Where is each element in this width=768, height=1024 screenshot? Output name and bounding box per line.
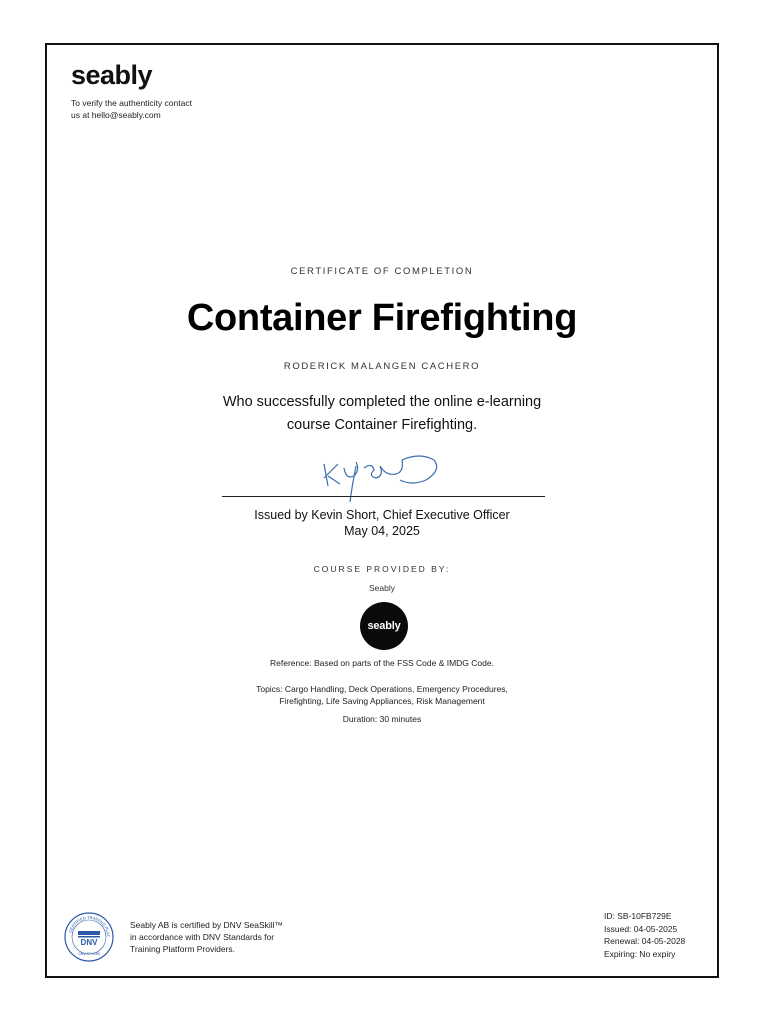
course-title: Container Firefighting (186, 297, 578, 339)
verify-notice (71, 97, 231, 121)
signature-line (222, 496, 545, 497)
description-line-1: Who successfully completed the online e-learning (222, 394, 542, 410)
dnv-ring-text: CERTIFIED TRAINING PLAT (67, 914, 112, 938)
course-duration: Duration: 30 minutes (342, 714, 422, 724)
certificate-expiry: Expiring: No expiry (604, 948, 676, 959)
certification-statement (130, 919, 283, 955)
recipient-name: RODERICK MALANGEN CACHERO (283, 361, 481, 372)
certificate-renewal: Renewal: 04-05-2028 (604, 936, 686, 946)
topics-line-2: Firefighting, Life Saving Appliances, Risk Management (279, 696, 485, 706)
provider-heading: COURSE PROVIDED BY: (313, 564, 451, 574)
certificate-metadata (604, 910, 685, 960)
topics-line-1: Topics: Cargo Handling, Deck Operations, Emergency Procedures, (256, 684, 508, 694)
provider-name: Seably (369, 583, 395, 593)
cert-line-3: Training Platform Providers. (130, 944, 236, 954)
issued-date: May 04, 2025 (344, 524, 420, 538)
course-topics (45, 683, 719, 707)
issuer-block (45, 507, 719, 539)
certificate-kicker: CERTIFICATE OF COMPLETION (290, 266, 474, 277)
description-line-2: course Container Firefighting. (286, 417, 478, 433)
verify-line-1: To verify the authenticity contact (71, 98, 192, 108)
verify-line-2: us at hello@seably.com (71, 110, 161, 120)
seably-logo: seably (71, 60, 153, 90)
dnv-certification-seal-icon (63, 911, 115, 963)
certificate-issued: Issued: 04-05-2025 (604, 923, 678, 934)
signature-image (316, 446, 446, 506)
course-reference: Reference: Based on parts of the FSS Code & IMDG Code. (270, 658, 494, 668)
cert-line-2: in accordance with DNV Standards for (130, 932, 275, 942)
certificate-id: ID: SB-10FB729E (604, 911, 672, 921)
issued-by: Issued by Kevin Short, Chief Executive Officer (254, 508, 510, 522)
dnv-label: DNV (80, 938, 98, 947)
completion-description (45, 391, 719, 437)
dnv-code: DNV-ST-0185 (78, 952, 100, 956)
cert-line-1: Seably AB is certified by DNV SeaSkill™ (130, 920, 284, 930)
provider-logo-badge: seably (360, 602, 408, 650)
